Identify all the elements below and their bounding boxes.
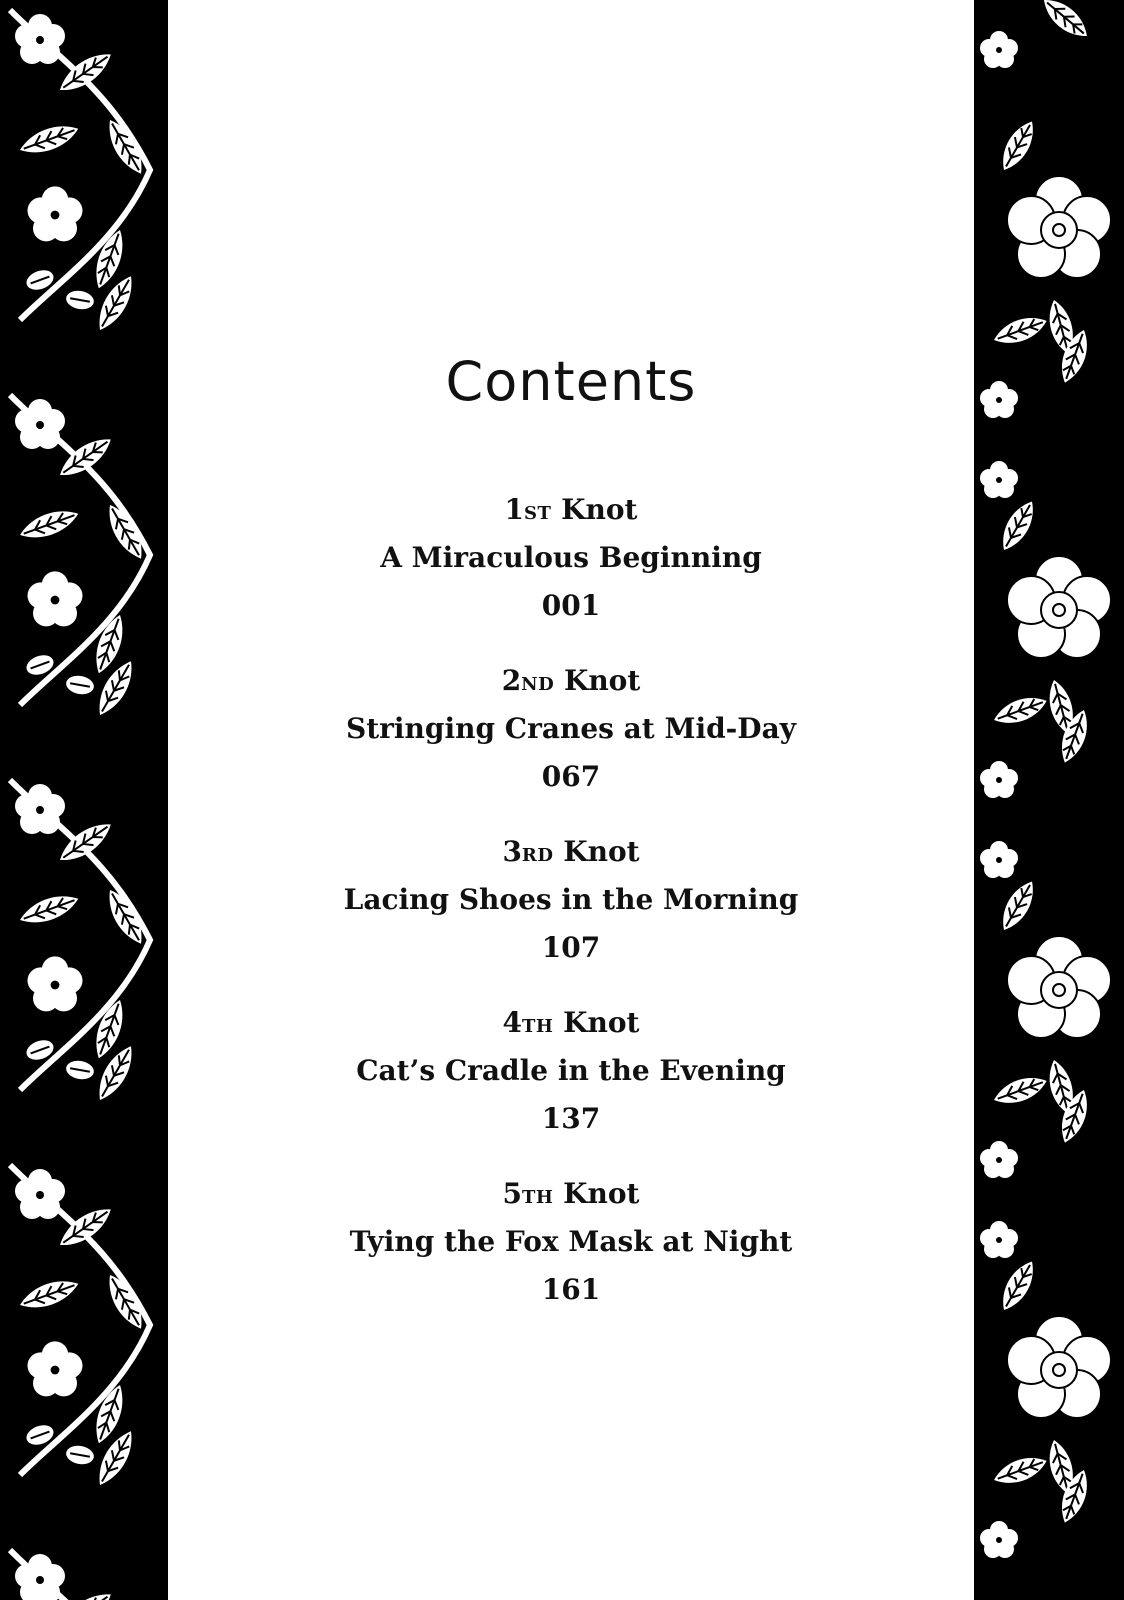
chapter-page-number: 107 [541,931,601,964]
chapter-ordinal-suffix: TH [522,1016,554,1037]
chapter-label [168,1170,974,1218]
chapter-ordinal-suffix: TH [522,1187,554,1208]
toc-entry-4[interactable] [168,999,974,1170]
chapter-title: Tying the Fox Mask at Night [349,1225,793,1258]
chapter-ordinal-suffix: ND [521,674,555,695]
table-of-contents [168,486,974,1341]
toc-entry-2[interactable] [168,657,974,828]
toc-entry-1[interactable] [168,486,974,657]
toc-entry-3[interactable] [168,828,974,999]
chapter-word: Knot [563,1177,640,1210]
chapter-page-number: 067 [541,760,601,793]
chapter-word: Knot [561,493,638,526]
chapter-title: A Miraculous Beginning [380,541,762,574]
page-title: Contents [445,350,697,413]
chapter-page-number: 001 [541,589,601,622]
chapter-label [168,828,974,876]
chapter-word: Knot [563,664,641,697]
chapter-title: Cat’s Cradle in the Evening [356,1054,786,1087]
chapter-label [168,486,974,534]
chapter-ordinal-suffix: ST [524,503,552,524]
chapter-word: Knot [563,1006,640,1039]
contents-page [168,0,974,1600]
chapter-label [168,999,974,1047]
chapter-ordinal-suffix: RD [521,845,554,866]
chapter-word: Knot [563,835,640,868]
toc-entry-5[interactable] [168,1170,974,1341]
left-floral-border [0,0,168,1600]
chapter-ordinal: 4 [502,1006,522,1039]
chapter-title: Stringing Cranes at Mid-Day [345,712,796,745]
floral-vine-pattern-icon [0,0,168,1600]
chapter-page-number: 137 [541,1102,601,1135]
right-floral-border [974,0,1124,1600]
chapter-ordinal: 1 [504,493,524,526]
chapter-ordinal: 2 [501,664,522,697]
chapter-label [168,657,974,705]
chapter-ordinal: 5 [502,1177,522,1210]
chapter-ordinal: 3 [502,835,522,868]
floral-blossom-pattern-icon [974,0,1124,1600]
chapter-page-number: 161 [541,1273,601,1306]
chapter-title: Lacing Shoes in the Morning [343,883,799,916]
